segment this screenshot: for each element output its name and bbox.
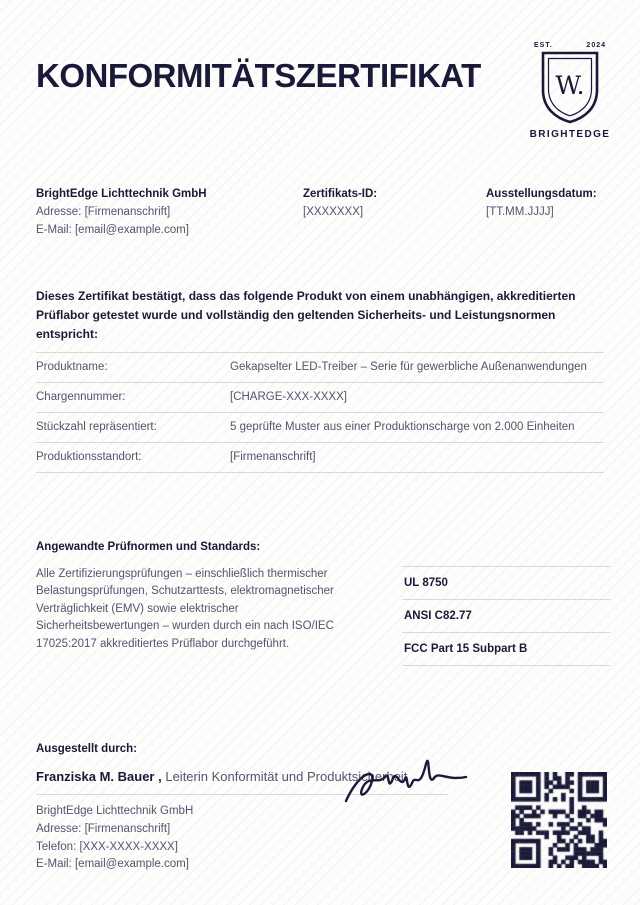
issuer-email: E-Mail: [email@example.com] bbox=[36, 223, 189, 236]
list-item: UL 8750 bbox=[402, 566, 610, 599]
certificate-id-label: Zertifikats-ID: bbox=[303, 188, 378, 200]
issuer-email: E-Mail: [email@example.com] bbox=[36, 858, 189, 871]
issuer-address: Adresse: [Firmenanschrift] bbox=[36, 822, 171, 835]
logo-est-label: EST. bbox=[534, 42, 553, 49]
signer-name: Franziska M. Bauer , bbox=[36, 769, 162, 784]
shield-monogram-icon bbox=[538, 51, 602, 125]
issued-by-heading: Ausgestellt durch: bbox=[36, 743, 137, 755]
certificate-statement: Dieses Zertifikat bestätigt, dass das folgende Produkt von einem unabhängigen, akkreditierten Prüflabor getestet wurde und vollständig den geltenden Sicherheits- und Leistungsnormen entspricht: bbox=[36, 289, 576, 342]
row-value: [Firmenanschrift] bbox=[230, 451, 316, 463]
issuer-address: Adresse: [Firmenanschrift] bbox=[36, 206, 171, 218]
product-table bbox=[36, 352, 604, 473]
logo-year: 2024 bbox=[586, 42, 606, 49]
issuer-header-block bbox=[36, 188, 303, 240]
issuer-company: BrightEdge Lichttechnik GmbH bbox=[36, 188, 207, 200]
list-item: FCC Part 15 Subpart B bbox=[402, 632, 610, 666]
row-label: Produktname: bbox=[36, 361, 108, 373]
svg-text:W.: W. bbox=[555, 71, 585, 100]
list-item: ANSI C82.77 bbox=[402, 599, 610, 632]
issuer-company: BrightEdge Lichttechnik GmbH bbox=[36, 805, 194, 817]
issue-date-value: [TT.MM.JJJJ] bbox=[486, 206, 554, 218]
standards-description: Alle Zertifizierungsprüfungen – einschließlich thermischer Belastungsprüfungen, Schutzarttests, elektromagnetischer Verträglichkeit (EMV) sowie elektrischer Sicherheitsbewertungen – wurden durch ein nach ISO/IEC 17025:2017 akkreditiertes Prüflabor durchgeführt. bbox=[36, 568, 334, 650]
issuer-contact-block bbox=[36, 803, 193, 874]
table-row bbox=[36, 412, 604, 442]
signature-image bbox=[342, 754, 470, 818]
table-row bbox=[36, 442, 604, 473]
standards-heading: Angewandte Prüfnormen und Standards: bbox=[36, 541, 261, 553]
table-row bbox=[36, 352, 604, 382]
row-value: 5 geprüfte Muster aus einer Produktionscharge von 2.000 Einheiten bbox=[230, 421, 575, 433]
row-label: Stückzahl repräsentiert: bbox=[36, 421, 157, 433]
issuer-phone: Telefon: [XXX-XXXX-XXXX] bbox=[36, 840, 178, 853]
standards-section bbox=[36, 566, 610, 666]
qr-code bbox=[511, 772, 607, 868]
signer-title: Leiterin Konformität und Produktsicherheit bbox=[165, 769, 408, 784]
header-info bbox=[36, 188, 610, 240]
logo-est-row bbox=[528, 42, 612, 49]
standards-list bbox=[402, 566, 610, 666]
row-label: Chargennummer: bbox=[36, 391, 126, 403]
row-label: Produktionsstandort: bbox=[36, 451, 142, 463]
logo-brand-name: BRIGHTEDGE bbox=[529, 129, 611, 140]
brand-logo bbox=[528, 42, 612, 140]
table-row bbox=[36, 382, 604, 412]
row-value: Gekapselter LED-Treiber – Serie für gewerbliche Außenanwendungen bbox=[230, 361, 587, 373]
issue-date-label: Ausstellungsdatum: bbox=[486, 188, 597, 200]
issue-date-block bbox=[486, 188, 610, 240]
page-title: KONFORMITÄTSZERTIFIKAT bbox=[36, 57, 481, 94]
certificate-id-value: [XXXXXXX] bbox=[303, 206, 364, 218]
certificate-id-block bbox=[303, 188, 486, 240]
row-value: [CHARGE-XXX-XXXX] bbox=[230, 391, 347, 403]
